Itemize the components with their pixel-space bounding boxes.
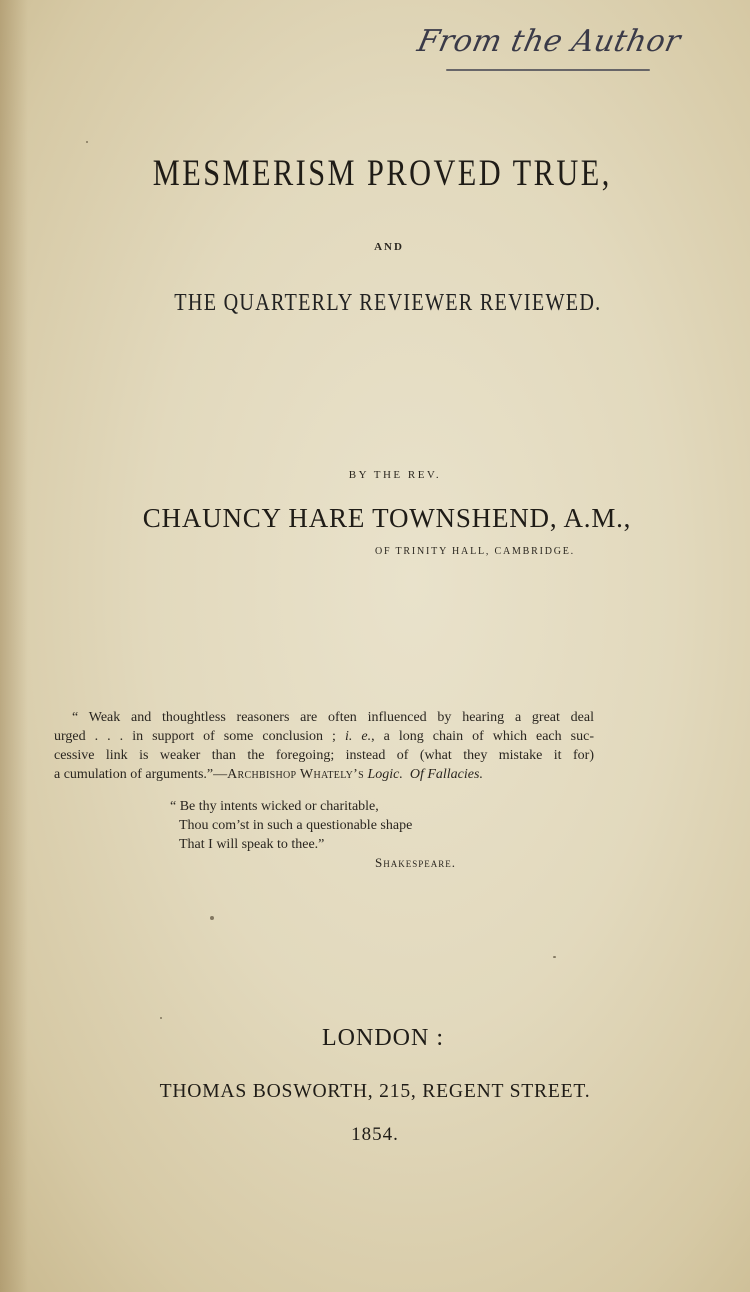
imprint-publisher: THOMAS BOSWORTH, 215, REGENT STREET. bbox=[159, 1080, 591, 1102]
epigraph-source: Archbishop Whately’s bbox=[227, 767, 364, 782]
epigraph-line bbox=[54, 727, 594, 746]
imprint-year: 1854. bbox=[351, 1124, 399, 1145]
epigraph-line: cessive link is weaker than the foregoing; instead of (what they mistake it for) bbox=[54, 748, 594, 763]
epigraph-shakespeare bbox=[170, 797, 412, 854]
epigraph-line: “ Weak and thoughtless reasoners are often influenced by hearing a great deal bbox=[72, 710, 594, 725]
epigraph-text: , a long chain of which each suc- bbox=[371, 729, 594, 744]
epigraph-attribution: Shakespeare. bbox=[375, 855, 456, 870]
handwritten-inscription bbox=[414, 14, 684, 80]
paper-speck bbox=[210, 916, 214, 920]
author-affiliation: OF TRINITY HALL, CAMBRIDGE. bbox=[375, 546, 575, 557]
epigraph-work: Logic. bbox=[363, 767, 403, 782]
byline-prefix: BY THE REV. bbox=[348, 469, 442, 481]
epigraph-ie: i. e. bbox=[344, 729, 372, 744]
verse-line: “ Be thy intents wicked or charitable, bbox=[170, 799, 379, 814]
epigraph-text: urged . . . in support of some conclusion ; bbox=[54, 729, 345, 744]
imprint-city: LONDON : bbox=[322, 1025, 444, 1051]
inscription-underline bbox=[446, 69, 650, 71]
epigraph-whately bbox=[54, 708, 594, 784]
verse-line: Thou com’st in such a questionable shape bbox=[179, 818, 413, 833]
inscription-text: From the Author bbox=[414, 24, 684, 59]
epigraph-section: Of Fallacies. bbox=[402, 767, 483, 782]
paper-speck bbox=[160, 1017, 162, 1019]
book-title: MESMERISM PROVED TRUE, bbox=[152, 153, 612, 194]
paper-speck bbox=[86, 141, 88, 143]
book-subtitle: THE QUARTERLY REVIEWER REVIEWED. bbox=[174, 290, 602, 316]
verse-line: That I will speak to thee.” bbox=[179, 837, 325, 852]
author-name: CHAUNCY HARE TOWNSHEND, A.M., bbox=[142, 503, 632, 533]
epigraph-line bbox=[54, 765, 594, 784]
paper-speck bbox=[553, 956, 556, 958]
epigraph-text: a cumulation of arguments.”— bbox=[54, 767, 228, 782]
title-conjunction: AND bbox=[374, 241, 404, 253]
